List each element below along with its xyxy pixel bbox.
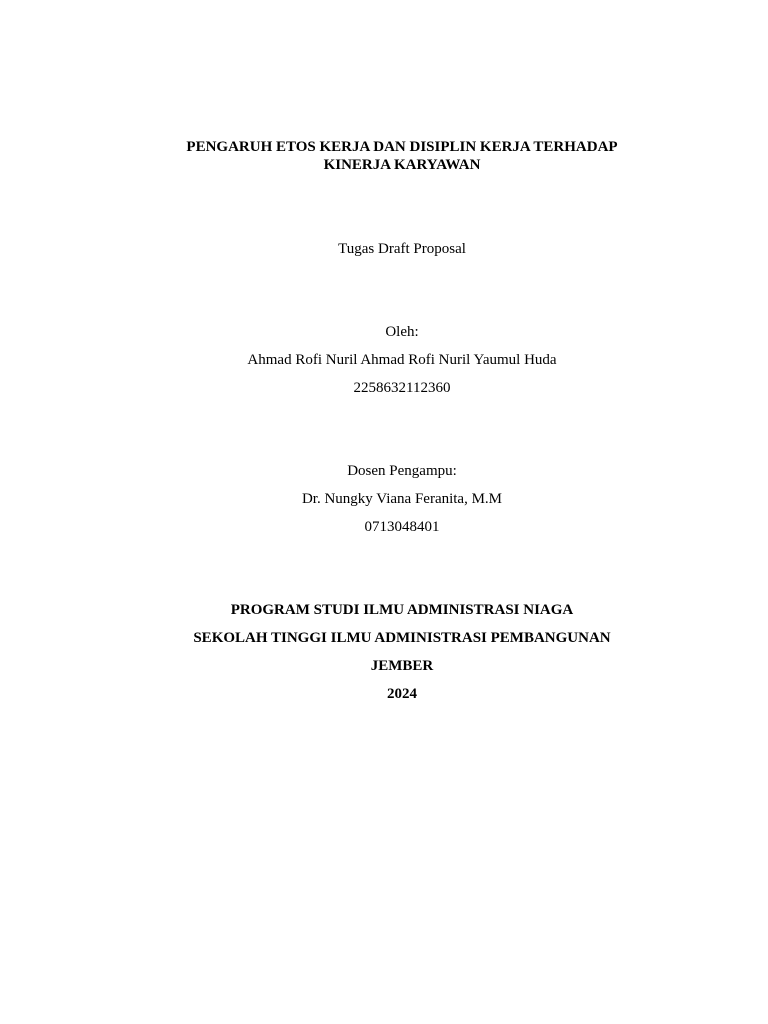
year: 2024 <box>387 686 417 702</box>
city-name: JEMBER <box>370 658 434 674</box>
title-line-2: KINERJA KARYAWAN <box>323 157 481 173</box>
document-type: Tugas Draft Proposal <box>338 241 466 257</box>
author-name: Ahmad Rofi Nuril Ahmad Rofi Nuril Yaumul Huda <box>247 352 557 368</box>
program-name: PROGRAM STUDI ILMU ADMINISTRASI NIAGA <box>230 602 574 618</box>
school-name: SEKOLAH TINGGI ILMU ADMINISTRASI PEMBANGUNAN <box>193 630 611 646</box>
lecturer-label: Dosen Pengampu: <box>347 463 457 479</box>
lecturer-name: Dr. Nungky Viana Feranita, M.M <box>301 491 503 507</box>
author-label: Oleh: <box>385 324 419 340</box>
author-id: 2258632112360 <box>353 380 451 396</box>
lecturer-id: 0713048401 <box>364 519 440 535</box>
title-line-1: PENGARUH ETOS KERJA DAN DISIPLIN KERJA TERHADAP <box>186 139 618 155</box>
